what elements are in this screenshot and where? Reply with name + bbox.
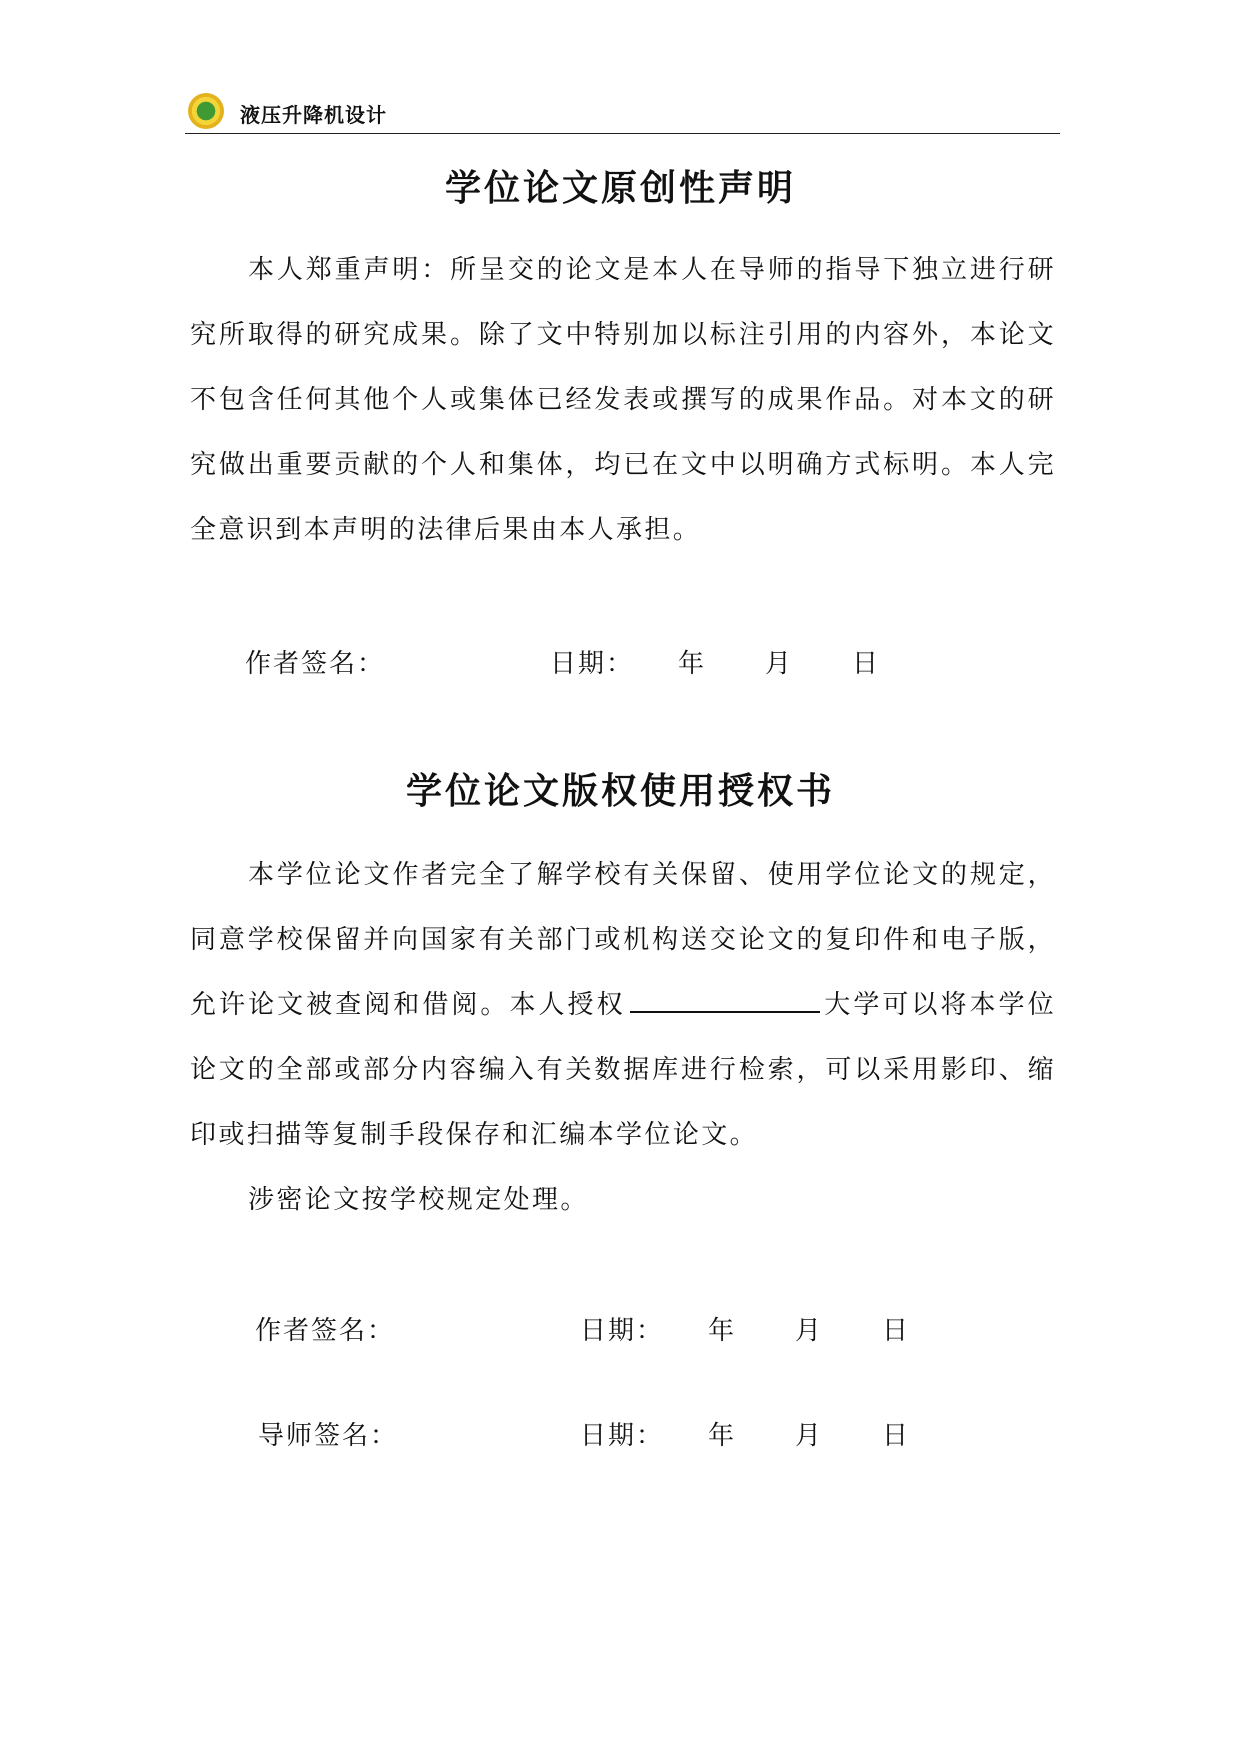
day-label: 日: [882, 1421, 911, 1451]
header-title: 液压升降机设计: [240, 103, 387, 127]
month-label: 月: [795, 1421, 824, 1451]
day-label: 日: [882, 1316, 911, 1346]
originality-paragraph: 本人郑重声明：所呈交的论文是本人在导师的指导下独立进行研究所取得的研究成果。除了文中特别加以标注引用的内容外，本论文不包含任何其他个人或集体已经发表或撰写的成果作品。对本文的研究做出重要贡献的个人和集体，均已在文中以明确方式标明。本人完全意识到本声明的法律后果由本人承担。: [190, 255, 1056, 545]
year-label: 年: [708, 1316, 737, 1346]
year-label: 年: [708, 1421, 737, 1451]
month-label: 月: [765, 649, 794, 679]
date-label: 日期：: [580, 1421, 665, 1451]
authorization-title: 学位论文版权使用授权书: [405, 771, 835, 812]
secret-note: 涉密论文按学校规定处理。: [248, 1185, 589, 1215]
supervisor-signature-label: 导师签名：: [258, 1421, 399, 1451]
authorization-text-after-blank: 大学可以将本学位论文的全部或部分内容编入有关数据库进行检索，可以采用影印、缩印或扫描等复制手段保存和汇编本学位论文。: [190, 990, 1056, 1150]
date-label: 日期：: [550, 649, 635, 679]
author-signature-label: 作者签名：: [245, 649, 386, 679]
originality-title: 学位论文原创性声明: [444, 168, 796, 209]
authorization-paragraph: [190, 843, 1056, 1168]
page-header: [185, 85, 1060, 134]
date-label: 日期：: [580, 1316, 665, 1346]
day-label: 日: [852, 649, 881, 679]
university-logo: [188, 93, 224, 129]
year-label: 年: [678, 649, 707, 679]
university-name-blank[interactable]: [630, 991, 820, 1013]
author-signature-label: 作者签名：: [255, 1316, 396, 1346]
month-label: 月: [795, 1316, 824, 1346]
authorization-text-before-blank: 本学位论文作者完全了解学校有关保留、使用学位论文的规定，同意学校保留并向国家有关部门或机构送交论文的复印件和电子版，允许论文被查阅和借阅。本人授权: [190, 860, 1056, 1020]
